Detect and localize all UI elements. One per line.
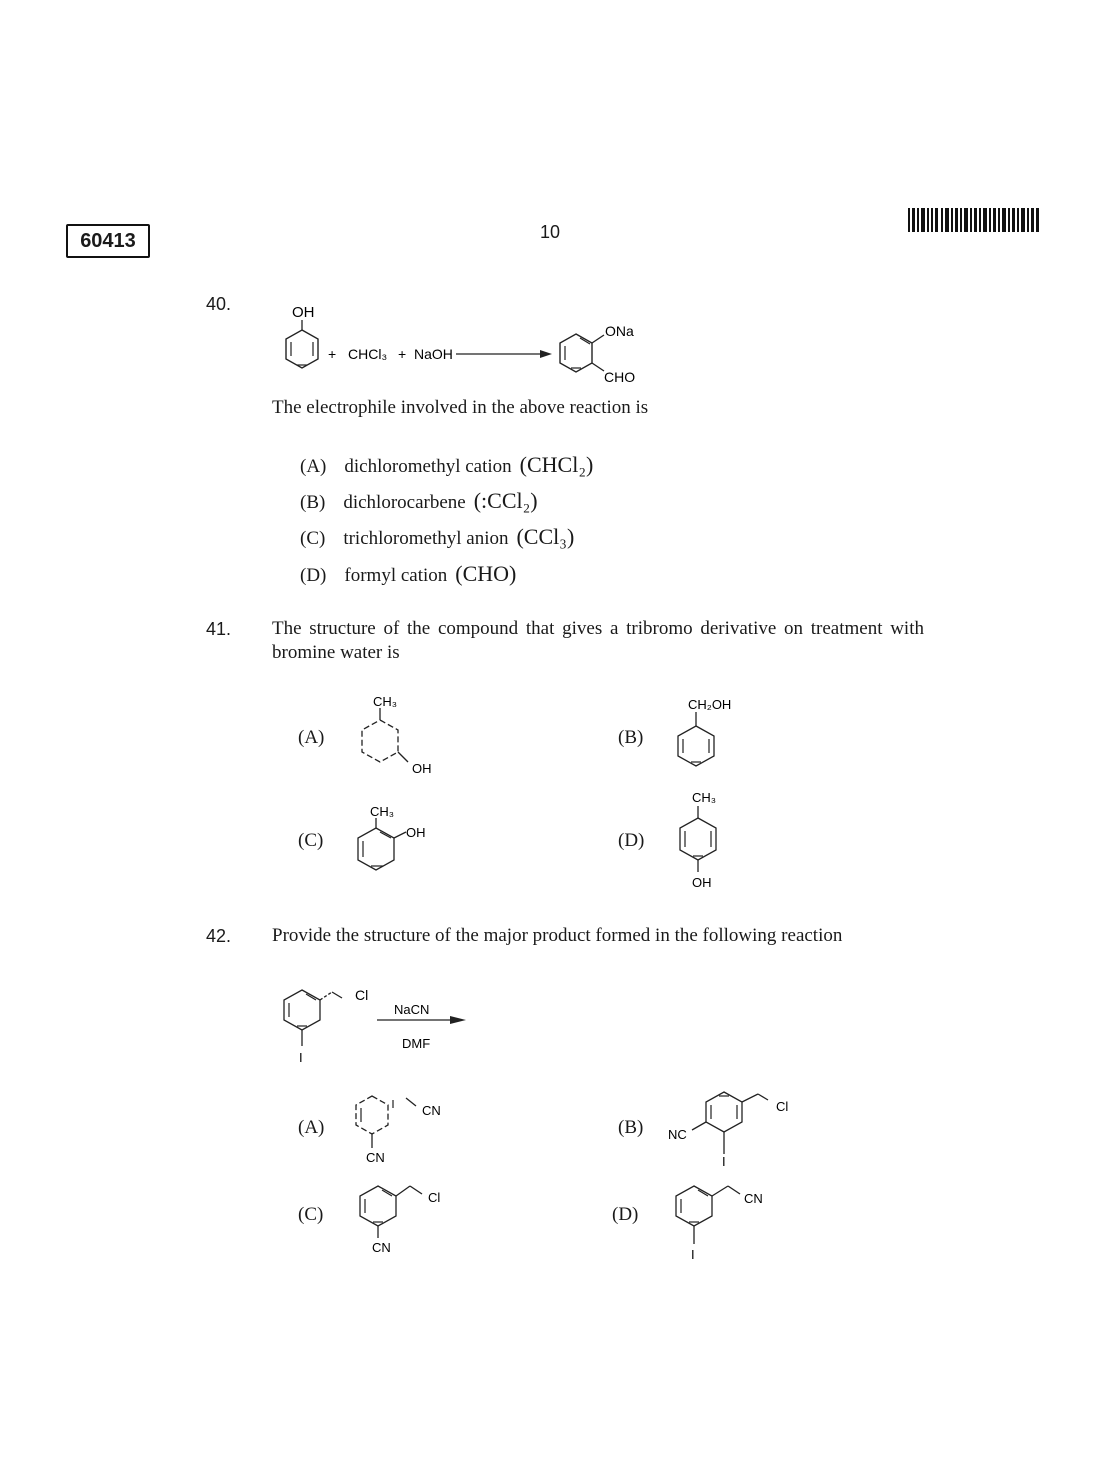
option-formula: (CHCl₂)	[519, 452, 594, 477]
substituent-label: OH	[692, 875, 712, 890]
substituent-label: CH₂OH	[688, 697, 732, 712]
option-text: trichloromethyl anion	[343, 528, 509, 549]
question-42-text: Provide the structure of the major product formed in the following reaction	[272, 925, 843, 946]
q40-option-c	[300, 524, 574, 550]
q40-option-d	[300, 561, 516, 587]
q41-option-d-structure	[660, 784, 770, 894]
q41-option-c-label: (C)	[298, 830, 324, 851]
option-label: (C)	[300, 528, 326, 549]
option-text: dichloromethyl cation	[344, 456, 512, 477]
q42-option-b-label: (B)	[618, 1117, 644, 1138]
product-structure	[560, 323, 635, 385]
question-40-number: 40.	[206, 294, 232, 314]
substituent-label: Cl	[776, 1099, 789, 1114]
substituent-label: CN	[366, 1150, 385, 1165]
question-42-number: 42.	[206, 926, 232, 946]
substituent-label: NC	[668, 1127, 687, 1142]
option-text: dichlorocarbene	[343, 492, 466, 513]
substituent-label: I	[722, 1154, 726, 1169]
q41-option-d-label: (D)	[618, 830, 645, 851]
q41-option-a-label: (A)	[298, 727, 325, 748]
plus-sign: +	[328, 346, 337, 362]
phenol-structure	[286, 304, 318, 368]
q41-option-b-structure	[660, 692, 770, 776]
barcode-image	[908, 208, 1040, 232]
option-formula: (:CCl₂)	[473, 488, 538, 513]
page-number: 10	[540, 222, 561, 242]
substituent-label: CH₃	[373, 694, 398, 709]
substituent-label: OH	[406, 825, 426, 840]
substituent-label: CH₃	[370, 804, 395, 819]
q42-option-d-label: (D)	[612, 1204, 639, 1225]
phenol-oh-label: OH	[292, 304, 315, 321]
substituent-label: CN	[372, 1240, 391, 1255]
q41-option-a-structure	[340, 692, 450, 784]
reactant-cl-label: Cl	[355, 987, 369, 1003]
product-ona-label: ONa	[605, 323, 634, 339]
substituent-label: I	[691, 1247, 695, 1262]
option-formula: (CCl₃)	[516, 524, 575, 549]
substituent-label: CN	[422, 1103, 441, 1118]
solvent-dmf: DMF	[402, 1036, 431, 1051]
plus-sign: +	[398, 346, 407, 362]
q42-reaction-scheme	[270, 976, 480, 1072]
product-cho-label: CHO	[604, 369, 636, 385]
option-formula: (CHO)	[455, 561, 517, 586]
option-label: (B)	[300, 492, 326, 513]
q42-option-c-label: (C)	[298, 1204, 324, 1225]
substituent-label: OH	[412, 761, 432, 776]
substituent-label: CH₃	[692, 790, 717, 805]
option-label: (A)	[300, 456, 327, 477]
reagent-chcl3: CHCl₃	[348, 346, 388, 362]
q40-reaction-scheme	[260, 298, 680, 390]
paper-code-box: 60413	[66, 224, 150, 258]
q40-option-b	[300, 488, 538, 514]
question-41-text: The structure of the compound that gives a tribromo derivative on treatment with bromine water is	[272, 618, 924, 663]
q42-option-a-structure	[346, 1086, 466, 1168]
q42-option-c-structure	[346, 1172, 466, 1262]
q40-option-a	[300, 452, 593, 478]
substituent-label: Cl	[428, 1190, 441, 1205]
reactant-i-label: I	[299, 1050, 303, 1065]
option-text: formyl cation	[344, 565, 448, 586]
reagent-naoh: NaOH	[414, 346, 453, 362]
substituent-label: CN	[744, 1191, 763, 1206]
q42-option-b-structure	[664, 1080, 814, 1170]
reagent-nacn: NaCN	[394, 1002, 430, 1017]
question-41-number: 41.	[206, 619, 232, 639]
question-40-text: The electrophile involved in the above reaction is	[272, 397, 649, 418]
option-label: (D)	[300, 565, 327, 586]
q42-option-d-structure	[660, 1172, 790, 1264]
q42-option-a-label: (A)	[298, 1117, 325, 1138]
q41-option-b-label: (B)	[618, 727, 644, 748]
q41-option-c-structure	[340, 800, 450, 882]
